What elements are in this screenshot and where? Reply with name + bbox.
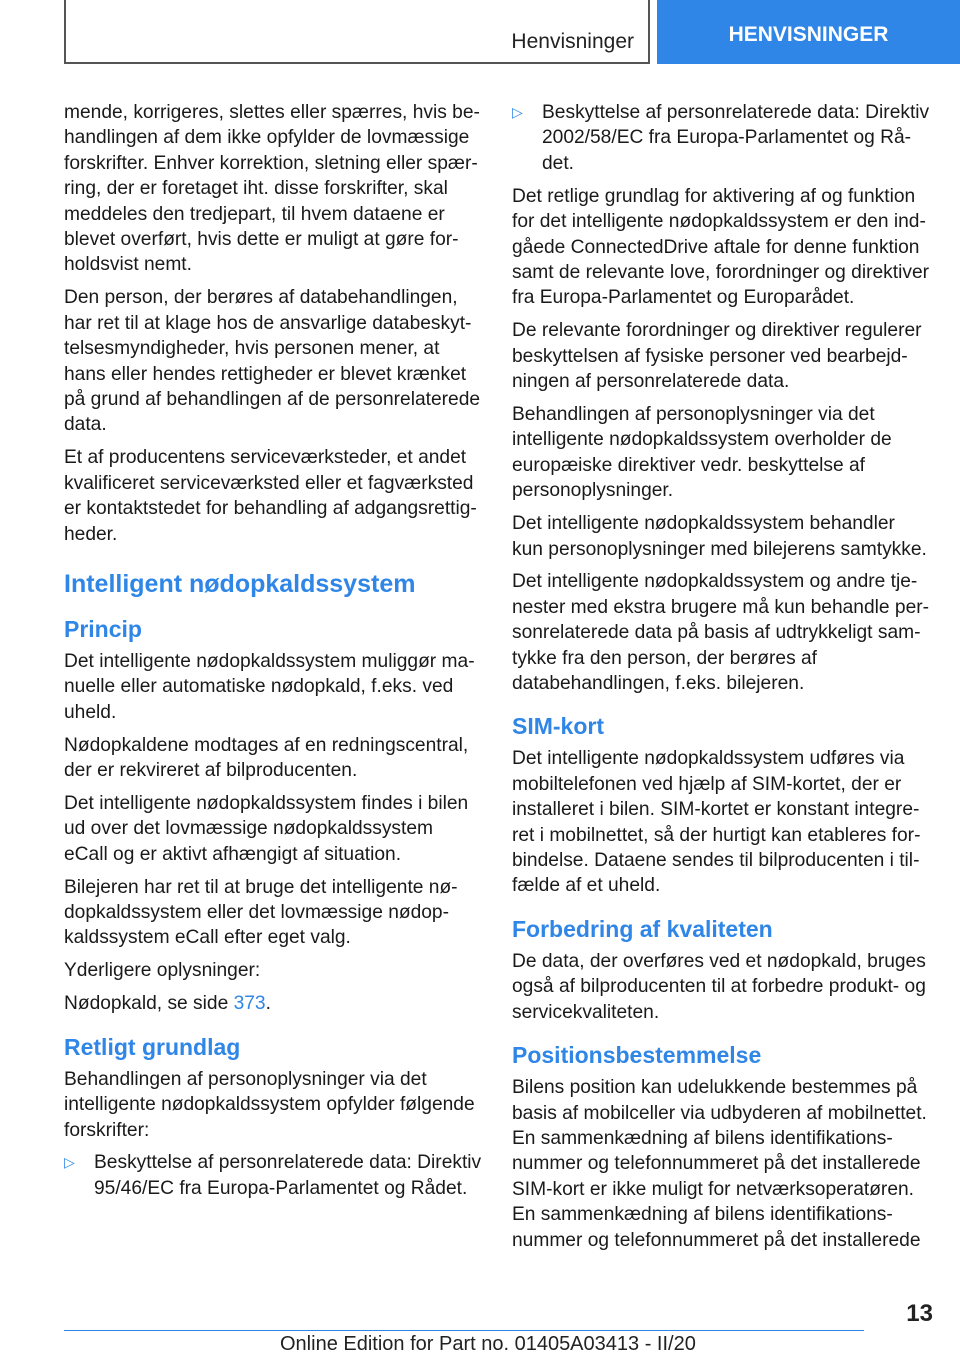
page-reference-link[interactable]: 373	[233, 993, 266, 1015]
reference-text: Nødopkald, se side	[64, 993, 234, 1015]
footer-edition-text: Online Edition for Part no. 01405A03413 - II/20	[280, 1333, 696, 1355]
subsection-heading: Forbedring af kvaliteten	[512, 915, 773, 942]
paragraph: Nødopkaldene modtages af en redningscentral, der er rekvireret af bilproducenten.	[64, 734, 469, 782]
header-section-title: Henvisninger	[511, 30, 634, 53]
paragraph-with-link	[64, 991, 482, 1016]
paragraph: De relevante forordninger og direktiver regulerer beskyttelsen af fysiske personer ved bearbejdningen af personrelaterede data.	[512, 320, 922, 393]
header-section-box	[64, 0, 650, 64]
header-chapter-tab: HENVISNINGER	[657, 0, 960, 64]
paragraph: Yderligere oplysninger:	[64, 960, 261, 982]
list-item	[512, 100, 930, 176]
paragraph: Det intelligente nødopkaldssystem udføres via mobiltelefonen ved hjælp af SIM-kortet, der er installeret i bilen. SIM-kortet er konstant integreret i mobilnettet, så der hurtigt kan etableres forbindelse. Dataene sendes til bilproducenten i tilfælde af et uheld.	[512, 748, 921, 897]
page-number: 13	[906, 1300, 933, 1327]
paragraph: Behandlingen af personoplysninger via det intelligente nødopkaldssystem overholder de europæiske direktiver vedr. beskyttelse af personoplysninger.	[512, 403, 892, 502]
subsection-heading: Positionsbestemmelse	[512, 1042, 762, 1069]
subsection-heading: Princip	[64, 615, 142, 642]
paragraph: Det retlige grundlag for aktivering af og funktion for det intelligente nødopkaldssystem er den indgåede ConnectedDrive aftale for denne funktion samt de relevante love, forordninger og direktiver fra Europa-Parlamentet og Europarådet.	[512, 185, 930, 309]
paragraph: Den person, der berøres af databehandlingen, har ret til at klage hos de ansvarlige databeskyttelsesmyndigheder, hvis personen mener, at hans eller hendes rettigheder er blevet krænket på grund af behandlingen af de personrelaterede data.	[64, 287, 481, 436]
footer-divider	[64, 1330, 864, 1331]
paragraph: Et af producentens serviceværksteder, et andet kvalificeret serviceværksted eller et fagværksted er kontaktstedet for behandling af adgangsrettigheder.	[64, 447, 477, 545]
subsection-heading: SIM-kort	[512, 713, 604, 740]
paragraph: Det intelligente nødopkaldssystem findes i bilen ud over det lovmæssige nødopkaldssystem eCall og er aktivt afhængigt af situation.	[64, 792, 469, 865]
left-column	[64, 100, 482, 1209]
bullet-triangle-icon: ▷	[64, 1154, 75, 1171]
bullet-triangle-icon: ▷	[512, 104, 523, 120]
paragraph: De data, der overføres ved et nødopkald, bruges også af bilproducenten til at forbedre produkt- og servicekvaliteten.	[512, 950, 926, 1023]
list-item-text: Beskyttelse af personrelaterede data: Direktiv 95/46/EC fra Europa-Parlamentet og Rådet.	[94, 1152, 482, 1199]
paragraph: mende, korrigeres, slettes eller spærres, hvis behandlingen af dem ikke opfylder de lovmæssige forskrifter. Enhver korrektion, sletning eller spærring, der er foretaget iht. disse forskrifter, skal meddeles den tredjepart, til hvem dataene er blevet overført, hvis dette er muligt at gøre forholdsvist nemt.	[64, 102, 480, 276]
list-item	[64, 1150, 482, 1201]
section-heading: Intelligent nødopkaldssystem	[64, 569, 416, 598]
reference-end: .	[265, 993, 271, 1015]
list-item-text: Beskyttelse af personrelaterede data: Direktiv 2002/58/EC fra Europa-Parlamentet og Rådet.	[542, 102, 930, 174]
subsection-heading: Retligt grundlag	[64, 1033, 241, 1060]
right-column	[512, 100, 930, 1260]
paragraph: Bilejeren har ret til at bruge det intelligente nødopkaldssystem eller det lovmæssige nødopkaldssystem eCall efter eget valg.	[64, 876, 458, 949]
paragraph: Bilens position kan udelukkende bestemmes på basis af mobilceller via udbyderen af mobilnettet. En sammenkædning af bilens identifikationsnummer og telefonnummeret på det installerede SIM-kort er ikke muligt for netværksoperatøren. En sammenkædning af bilens identifikationsnummer og telefonnummeret på det installerede	[512, 1077, 927, 1251]
paragraph: Det intelligente nødopkaldssystem behandler kun personoplysninger med bilejerens samtykke.	[512, 513, 927, 560]
paragraph: Det intelligente nødopkaldssystem og andre tjenester med ekstra brugere må kun behandle personrelaterede data på basis af udtrykkeligt samtykke fra den person, der berøres af databehandlingen, f.eks. bilejeren.	[512, 571, 930, 695]
paragraph: Det intelligente nødopkaldssystem muliggør manuelle eller automatiske nødopkald, f.eks. ved uheld.	[64, 650, 475, 723]
paragraph: Behandlingen af personoplysninger via det intelligente nødopkaldssystem opfylder følgende forskrifter:	[64, 1068, 475, 1141]
